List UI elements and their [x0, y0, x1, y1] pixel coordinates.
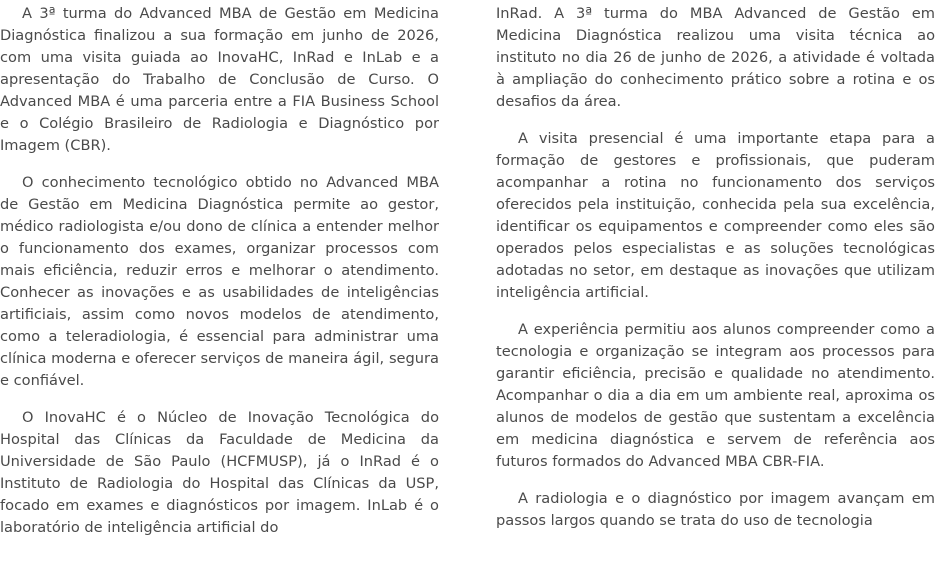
paragraph-in-person-visit: A visita presencial é uma importante etapa para a formação de gestores e profissionais, que puderam acompanhar a rotina no funcionamento dos serviços oferecidos pela instituição, conhecida pela sua excelência, identificar os equipamentos e compreender como eles são operados pelos especialistas e as soluções tecnológicas adotadas no setor, em destaque as inovações que utilizam inteligência artificial.: [496, 130, 935, 301]
paragraph-technical-visit: InRad. A 3ª turma do MBA Advanced de Gestão em Medicina Diagnóstica realizou uma visita técnica ao instituto no dia 26 de junho de 2026, a atividade é voltada à ampliação do conhecimento prático sobre a rotina e os desafios da área.: [496, 5, 935, 110]
paragraph-radiology-advances: A radiologia e o diagnóstico por imagem avançam em passos largos quando se trata do uso de tecnologia: [496, 490, 935, 529]
paragraph-mba-completion: A 3ª turma do Advanced MBA de Gestão em Medicina Diagnóstica finalizou a sua formação em junho de 2026, com uma visita guiada ao InovaHC, InRad e InLab e a apresentação do Trabalho de Conclusão de Curso. O Advanced MBA é uma parceria entre a FIA Business School e o Colégio Brasileiro de Radiologia e Diagnóstico por Imagem (CBR).: [0, 5, 439, 154]
paragraph-inovahc-inrad: O InovaHC é o Núcleo de Inovação Tecnológica do Hospital das Clínicas da Faculdade de Medicina da Universidade de São Paulo (HCFMUSP), já o InRad é o Instituto de Radiologia do Hospital das Clínicas da USP, focado em exames e diagnósticos por imagem. InLab é o laboratório de inteligência artificial do: [0, 409, 439, 536]
paragraph-technology-knowledge: O conhecimento tecnológico obtido no Advanced MBA de Gestão em Medicina Diagnóstica permite ao gestor, médico radiologista e/ou dono de clínica a entender melhor o funcionamento dos exames, organizar processos com mais eficiência, reduzir erros e melhorar o atendimento. Conhecer as inovações e as usabilidades de inteligências artificiais, assim como novos modelos de atendimento, como a teleradiologia, é essencial para administrar uma clínica moderna e oferecer serviços de maneira ágil, segura e confiável.: [0, 174, 439, 389]
article-left-column: [0, 3, 439, 554]
paragraph-experience: A experiência permitiu aos alunos compreender como a tecnologia e organização se integram aos processos para garantir eficiência, precisão e qualidade no atendimento. Acompanhar o dia a dia em um ambiente real, aproxima os alunos de modelos de gestão que sustentam a excelência em medicina diagnóstica e servem de referência aos futuros formados do Advanced MBA CBR-FIA.: [496, 321, 935, 470]
article-right-column: [496, 3, 935, 547]
